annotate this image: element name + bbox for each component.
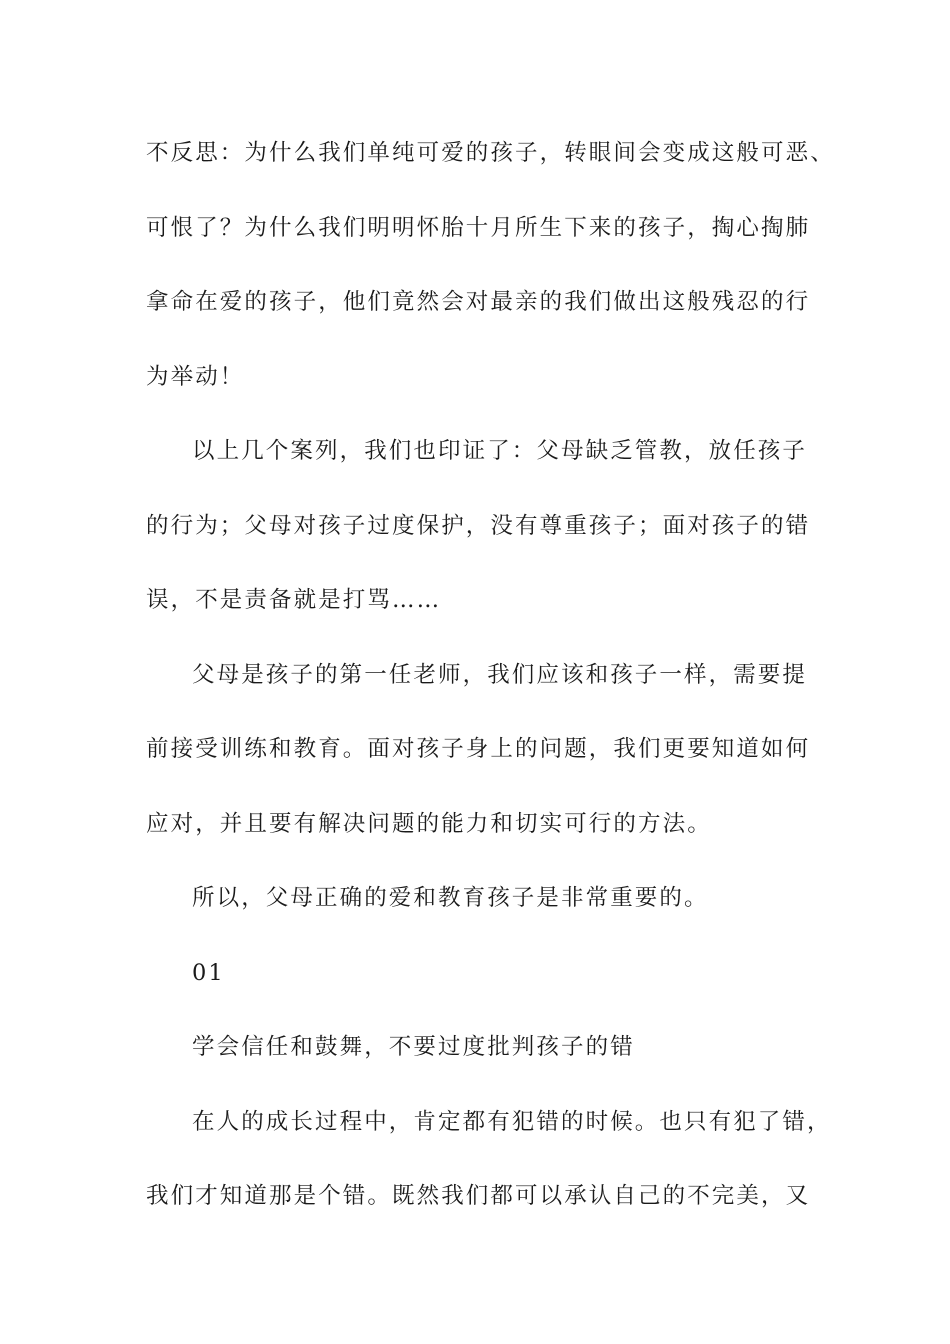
paragraph-line: 不反思：为什么我们单纯可爱的孩子，转眼间会变成这般可恶、 [146, 140, 835, 166]
paragraph-line: 可恨了？为什么我们明明怀胎十月所生下来的孩子，掏心掏肺 [146, 215, 811, 241]
paragraph-line: 我们才知道那是个错。既然我们都可以承认自己的不完美，又 [146, 1183, 811, 1209]
paragraph-line: 前接受训练和教育。面对孩子身上的问题，我们更要知道如何 [146, 736, 811, 762]
paragraph-line: 所以，父母正确的爱和教育孩子是非常重要的。 [192, 885, 709, 911]
paragraph-line: 以上几个案列，我们也印证了：父母缺乏管教，放任孩子 [192, 438, 808, 464]
paragraph-line: 为举动！ [146, 364, 245, 390]
paragraph-line: 在人的成长过程中，肯定都有犯错的时候。也只有犯了错， [192, 1109, 832, 1135]
section-heading: 学会信任和鼓舞，不要过度批判孩子的错 [192, 1034, 635, 1060]
section-number: 01 [192, 960, 225, 986]
paragraph-line: 应对，并且要有解决问题的能力和切实可行的方法。 [146, 811, 712, 837]
paragraph-line: 父母是孩子的第一任老师，我们应该和孩子一样，需要提 [192, 662, 808, 688]
paragraph-line: 拿命在爱的孩子，他们竟然会对最亲的我们做出这般残忍的行 [146, 289, 811, 315]
paragraph-line: 误，不是责备就是打骂…… [146, 587, 442, 613]
paragraph-line: 的行为；父母对孩子过度保护，没有尊重孩子；面对孩子的错 [146, 513, 811, 539]
